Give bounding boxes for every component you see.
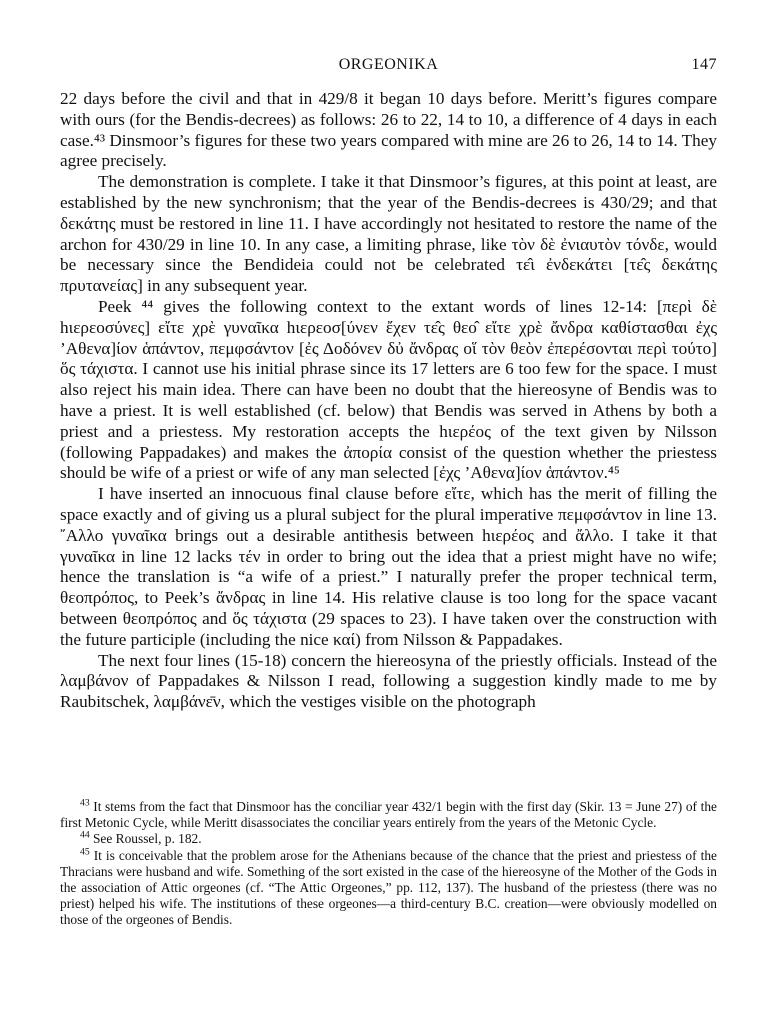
footnote-text: It stems from the fact that Dinsmoor has the conciliar year 432/1 begin with the first day (Skir. 13 = June 27) of the first Metonic Cycle, while Meritt disassociates the conciliar years entirely from the years of the Metonic Cycle. (60, 799, 717, 831)
running-title: ORGEONIKA (338, 56, 439, 73)
paragraph: The next four lines (15-18) concern the hiereosyna of the priestly officials. Instead of the λαμβάνον of Pappadakes & Nilsson I read, following a suggestion kindly made to me by Raubitschek, λαμβάνε̄ν, which the vestiges visible on the photograph (60, 650, 717, 712)
page-number: 147 (691, 56, 717, 73)
paragraph: The demonstration is complete. I take it that Dinsmoor’s figures, at this point at least, are established by the new synchronism; that the year of the Bendis-decrees is 430/29; and that δεκάτης must be restored in line 11. I have accordingly not hesitated to restore the name of the archon for 430/29 in line 10. In any case, a limiting phrase, like τὸν δὲ ἐνιαυτὸν τόνδε, would be necessary since the Bendideia could not be celebrated τε̂ι ἐνδεκάτει [τε̂ς δεκάτης πρυτανείας] in any subsequent year. (60, 172, 717, 296)
footnotes (60, 799, 717, 929)
footnote (60, 848, 717, 929)
paragraph: I have inserted an innocuous final clause before εἴτε, which has the merit of filling the space exactly and of giving us a plural subject for the plural imperative πεμφσάντον in line 13. ῎Αλλο γυναῖκα brings out a desirable antithesis between hιερέος and ἄλλο. I take it that γυναῖκα in line 12 lacks τέν in order to bring out the idea that a priest might have no wife; hence the translation is “a wife of a priest.” I naturally prefer the proper technical term, θεοπρόπος, to Peek’s ἄνδρας in line 14. His relative clause is too long for the space vacant between θεοπρόπος and ὅς τάχιστα (29 spaces to 23). I have taken over the construction with the future participle (including the nice καί) from Nilsson & Pappadakes. (60, 484, 717, 649)
footnote-number: 45 (80, 846, 90, 858)
footnote-text: It is conceivable that the problem arose for the Athenians because of the chance that the priest and priestess of the Thracians were husband and wife. Something of the sort existed in the case of the hiereosyne of the Mother of the Gods in the association of Attic orgeones (cf. “The Attic Orgeones,” pp. 112, 137). The husband of the priestess (there was no priest) helped his wife. The institutions of these orgeones—a third-century B.C. creation—were obviously modelled on those of the orgeones of Bendis. (60, 847, 717, 928)
footnote (60, 799, 717, 831)
paragraph: Peek ⁴⁴ gives the following context to the extant words of lines 12-14: [περὶ δὲ hιερεοσύνες] εἴτε χρὲ γυναῖκα hιερεοσ[ύνεν ἔχεν τε̂ς θεο̂ εἴτε χρὲ ἄνδρα καθίστασθαι ἐχς ’Αθενα]ίον ἁπάντον, πεμφσάντον [ἐς Δοδόνεν δὐ ἄνδρας οἵ τὸν θεὸν ἐπερέσονται περὶ τούτο] ὅς τάχιστα. I cannot use his initial phrase since its 17 letters are 6 too few for the space. I must also reject his main idea. There can have been no doubt that the hiereosyne of Bendis was to have a priest. It is well established (cf. below) that Bendis was served in Athens by both a priest and a priestess. My restoration accepts the hιερέος of the text given by Nilsson (following Pappadakes) and makes the ἀπορία consist of the question whether the priestess should be wife of a priest or wife of any man selected [ἐχς ’Αθενα]ίον ἁπάντον.⁴⁵ (60, 296, 717, 483)
footnote-text: See Roussel, p. 182. (92, 831, 202, 847)
footnote-number: 43 (80, 797, 90, 809)
paragraph-continued: 22 days before the civil and that in 429/8 it began 10 days before. Meritt’s figures compare with ours (for the Bendis-decrees) as follows: 26 to 22, 14 to 10, a difference of 4 days in each case.⁴³ Dinsmoor’s figures for these two years compared with mine are 26 to 26, 14 to 14. They agree precisely. (60, 89, 717, 171)
running-header (60, 56, 717, 78)
body-text (60, 89, 717, 713)
footnote (60, 831, 717, 847)
footnote-number: 44 (80, 829, 90, 841)
